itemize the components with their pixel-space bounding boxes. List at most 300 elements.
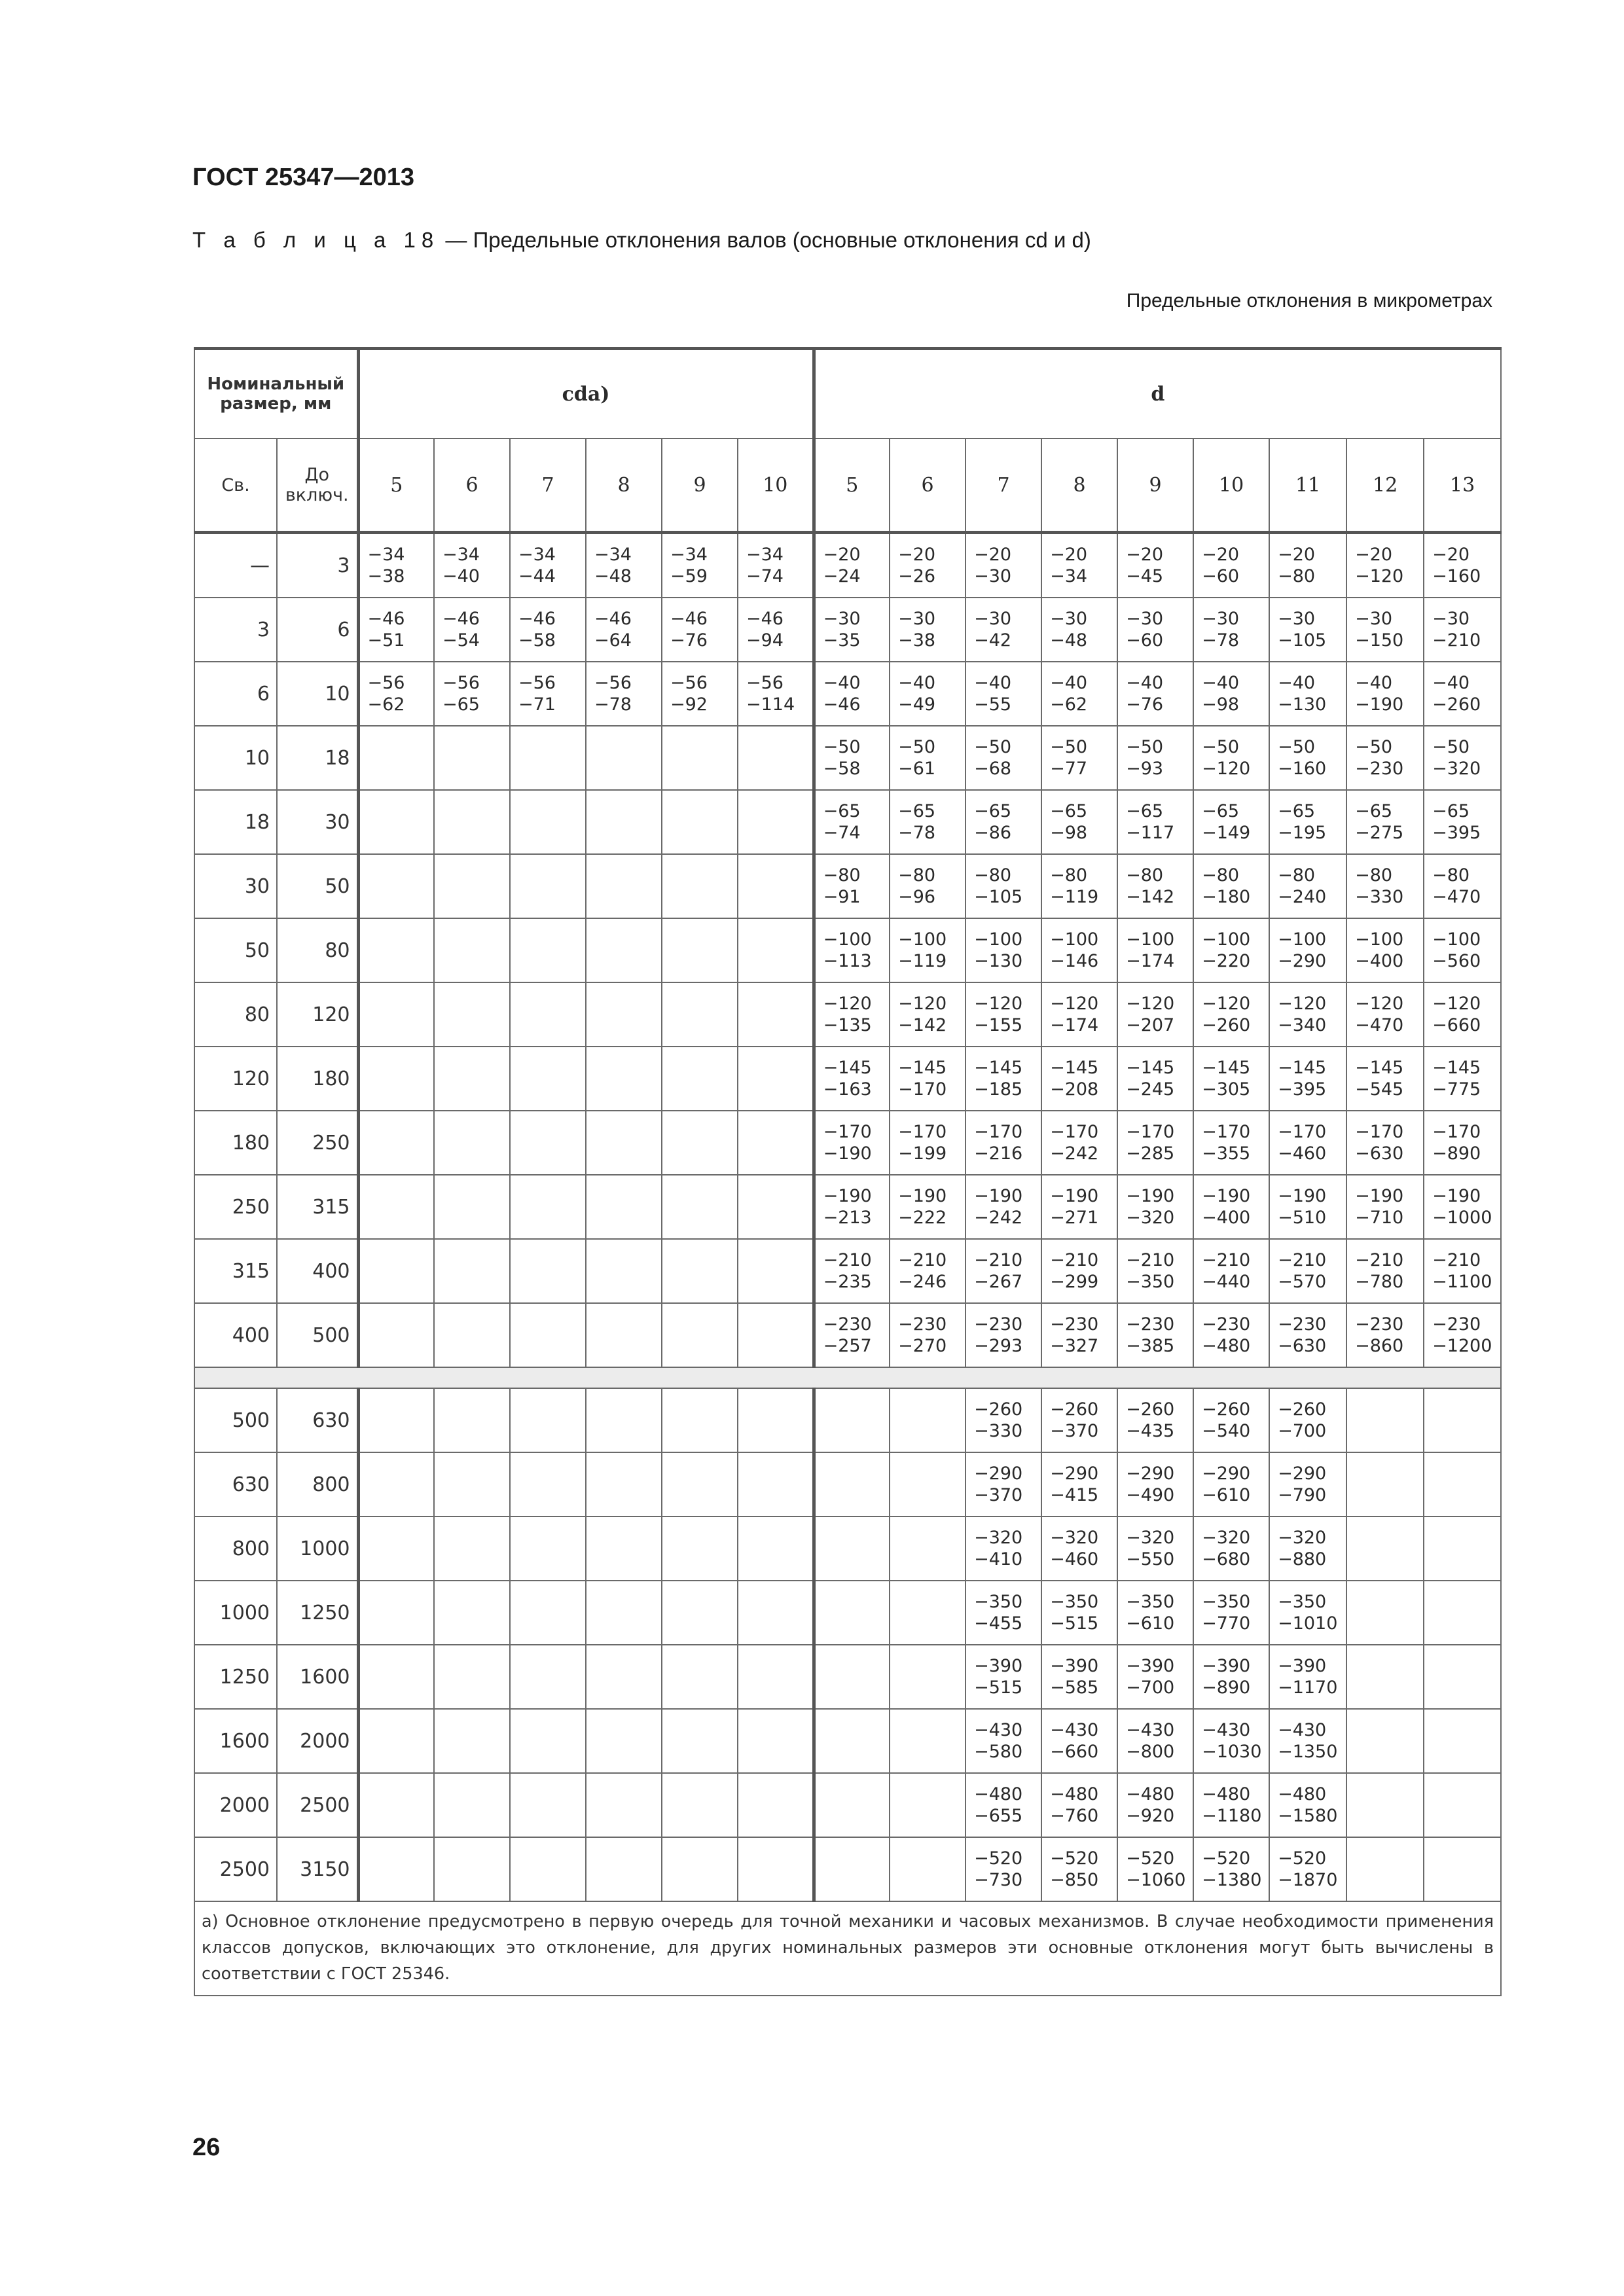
upper-deviation: −230 — [898, 1314, 947, 1335]
d-value-cell — [1041, 1175, 1117, 1239]
cd-value-cell — [738, 982, 814, 1047]
upper-deviation: −480 — [1126, 1784, 1175, 1804]
upper-deviation: −230 — [1355, 1314, 1404, 1335]
lower-deviation: −93 — [1126, 759, 1164, 779]
upper-deviation: −65 — [1355, 801, 1393, 821]
table-row — [194, 1645, 1501, 1709]
cd-value-cell — [434, 726, 510, 790]
cd-value-cell — [586, 790, 662, 854]
size-upto-cell: 180 — [277, 1047, 358, 1111]
upper-deviation: −30 — [1278, 609, 1316, 629]
lower-deviation: −230 — [1355, 759, 1404, 779]
lower-deviation: −850 — [1050, 1870, 1099, 1890]
cd-value-cell — [434, 790, 510, 854]
cd-value-cell — [358, 1452, 434, 1516]
lower-deviation: −630 — [1355, 1143, 1404, 1164]
upper-deviation: −50 — [1202, 737, 1240, 757]
size-upto-cell: 3 — [277, 533, 358, 598]
upper-deviation: −210 — [898, 1250, 947, 1270]
d-value-cell — [1041, 1581, 1117, 1645]
d-value-cell — [1193, 533, 1269, 598]
separator-cell — [194, 1367, 1501, 1388]
lower-deviation: −149 — [1202, 823, 1251, 843]
d-value-cell — [1346, 1175, 1424, 1239]
lower-deviation: −105 — [974, 887, 1023, 907]
cd-value-cell — [738, 1452, 814, 1516]
grade-header-d-12: 12 — [1346, 439, 1424, 533]
upper-deviation: −350 — [1202, 1592, 1251, 1612]
cd-value-cell — [662, 1516, 738, 1581]
table-row — [194, 1047, 1501, 1111]
d-value-cell — [1424, 1452, 1501, 1516]
d-value-cell — [1346, 662, 1424, 726]
upper-deviation: −120 — [1355, 994, 1404, 1014]
d-value-cell — [1424, 662, 1501, 726]
upper-deviation: −210 — [823, 1250, 872, 1270]
cd-value-cell — [662, 1047, 738, 1111]
lower-deviation: −58 — [518, 630, 556, 651]
lower-deviation: −880 — [1278, 1549, 1327, 1570]
d-value-cell — [1269, 1175, 1346, 1239]
cd-value-cell — [510, 1516, 586, 1581]
d-value-cell — [1346, 1709, 1424, 1773]
cd-value-cell — [510, 982, 586, 1047]
size-upto-cell: 315 — [277, 1175, 358, 1239]
cd-value-cell — [434, 1516, 510, 1581]
upper-deviation: −430 — [1050, 1720, 1099, 1740]
lower-deviation: −78 — [898, 823, 936, 843]
lower-deviation: −630 — [1278, 1336, 1327, 1356]
upper-deviation: −320 — [974, 1528, 1023, 1548]
upper-deviation: −30 — [1050, 609, 1088, 629]
size-over-cell: 2500 — [194, 1837, 277, 1901]
d-value-cell — [890, 1773, 965, 1837]
lower-deviation: −77 — [1050, 759, 1088, 779]
cd-value-cell — [510, 1773, 586, 1837]
lower-deviation: −545 — [1355, 1079, 1404, 1100]
upper-deviation: −100 — [1126, 929, 1175, 950]
d-value-cell — [1117, 1581, 1193, 1645]
cd-value-cell — [358, 533, 434, 598]
lower-deviation: −92 — [670, 694, 708, 715]
upper-deviation: −50 — [898, 737, 936, 757]
upper-deviation: −30 — [1432, 609, 1470, 629]
upper-deviation: −290 — [1050, 1463, 1099, 1484]
upper-deviation: −80 — [1202, 865, 1240, 886]
d-value-cell — [1346, 1388, 1424, 1452]
lower-deviation: −299 — [1050, 1272, 1099, 1292]
upper-deviation: −320 — [1050, 1528, 1099, 1548]
lower-deviation: −760 — [1050, 1806, 1099, 1826]
cd-value-cell — [358, 1111, 434, 1175]
upper-deviation: −210 — [1432, 1250, 1481, 1270]
upper-deviation: −190 — [1355, 1186, 1404, 1206]
lower-deviation: −395 — [1278, 1079, 1327, 1100]
lower-deviation: −216 — [974, 1143, 1023, 1164]
lower-deviation: −61 — [898, 759, 936, 779]
cd-value-cell — [434, 1581, 510, 1645]
d-value-cell — [1041, 854, 1117, 918]
upper-deviation: −34 — [367, 545, 405, 565]
lower-deviation: −700 — [1126, 1677, 1175, 1698]
lower-deviation: −59 — [670, 566, 708, 586]
lower-deviation: −455 — [974, 1613, 1023, 1634]
lower-deviation: −1180 — [1202, 1806, 1262, 1826]
lower-deviation: −515 — [1050, 1613, 1099, 1634]
upper-deviation: −34 — [670, 545, 708, 565]
lower-deviation: −51 — [367, 630, 405, 651]
cd-value-cell — [358, 982, 434, 1047]
d-value-cell — [1424, 982, 1501, 1047]
lower-deviation: −267 — [974, 1272, 1023, 1292]
lower-deviation: −355 — [1202, 1143, 1251, 1164]
d-value-cell — [1424, 1837, 1501, 1901]
d-value-cell — [1269, 662, 1346, 726]
lower-deviation: −60 — [1202, 566, 1240, 586]
lower-deviation: −305 — [1202, 1079, 1251, 1100]
cd-value-cell — [662, 726, 738, 790]
d-value-cell — [1041, 1837, 1117, 1901]
cd-value-cell — [586, 1239, 662, 1303]
document-header: ГОСТ 25347—2013 — [192, 164, 415, 191]
upper-deviation: −80 — [1432, 865, 1470, 886]
cd-value-cell — [662, 1773, 738, 1837]
cd-value-cell — [510, 918, 586, 982]
cd-value-cell — [510, 1837, 586, 1901]
d-value-cell — [1041, 726, 1117, 790]
d-value-cell — [1269, 918, 1346, 982]
cd-value-cell — [738, 662, 814, 726]
upper-deviation: −120 — [1278, 994, 1327, 1014]
d-value-cell — [1193, 1516, 1269, 1581]
upper-deviation: −480 — [1050, 1784, 1099, 1804]
page-number: 26 — [192, 2134, 221, 2161]
upper-deviation: −56 — [518, 673, 556, 693]
upper-deviation: −20 — [1278, 545, 1316, 565]
cd-value-cell — [662, 1303, 738, 1367]
grade-header-d-10: 10 — [1193, 439, 1269, 533]
cd-value-cell — [738, 1175, 814, 1239]
cd-value-cell — [738, 1303, 814, 1367]
upper-deviation: −170 — [1202, 1122, 1251, 1142]
size-over-cell: 1600 — [194, 1709, 277, 1773]
d-value-cell — [1117, 726, 1193, 790]
lower-deviation: −80 — [1278, 566, 1316, 586]
d-value-cell — [965, 1303, 1041, 1367]
units-note: Предельные отклонения в микрометрах — [1126, 290, 1492, 312]
d-value-cell — [1193, 1111, 1269, 1175]
lower-deviation: −91 — [823, 887, 861, 907]
lower-deviation: −38 — [898, 630, 936, 651]
cd-value-cell — [738, 1709, 814, 1773]
upper-deviation: −50 — [823, 737, 861, 757]
grade-header-cd-6: 6 — [434, 439, 510, 533]
cd-value-cell — [358, 1239, 434, 1303]
cd-value-cell — [510, 726, 586, 790]
table-row — [194, 1452, 1501, 1516]
upper-deviation: −190 — [823, 1186, 872, 1206]
lower-deviation: −35 — [823, 630, 861, 651]
d-value-cell — [1424, 1175, 1501, 1239]
upper-deviation: −230 — [1126, 1314, 1175, 1335]
upper-deviation: −50 — [1050, 737, 1088, 757]
d-value-cell — [965, 1581, 1041, 1645]
d-value-cell — [1346, 1239, 1424, 1303]
d-value-cell — [1193, 918, 1269, 982]
upper-deviation: −480 — [1202, 1784, 1251, 1804]
lower-deviation: −96 — [898, 887, 936, 907]
upper-deviation: −390 — [974, 1656, 1023, 1676]
upper-deviation: −390 — [1278, 1656, 1327, 1676]
lower-deviation: −655 — [974, 1806, 1023, 1826]
lower-deviation: −44 — [518, 566, 556, 586]
over-header: Св. — [194, 439, 277, 533]
upper-deviation: −430 — [974, 1720, 1023, 1740]
d-value-cell — [1117, 1837, 1193, 1901]
upper-deviation: −20 — [1126, 545, 1164, 565]
d-value-cell — [1117, 982, 1193, 1047]
grade-header-cd-5: 5 — [358, 439, 434, 533]
lower-deviation: −510 — [1278, 1208, 1327, 1228]
d-value-cell — [814, 533, 890, 598]
d-value-cell — [1269, 1773, 1346, 1837]
lower-deviation: −410 — [974, 1549, 1023, 1570]
upper-deviation: −390 — [1050, 1656, 1099, 1676]
cd-value-cell — [662, 1709, 738, 1773]
upper-deviation: −120 — [1432, 994, 1481, 1014]
d-value-cell — [1269, 790, 1346, 854]
d-value-cell — [1346, 1581, 1424, 1645]
upper-deviation: −120 — [1202, 994, 1251, 1014]
d-value-cell — [1117, 1516, 1193, 1581]
upper-deviation: −170 — [1050, 1122, 1099, 1142]
cd-value-cell — [662, 1837, 738, 1901]
size-over-cell: 3 — [194, 598, 277, 662]
upper-deviation: −20 — [974, 545, 1012, 565]
d-value-cell — [1117, 1111, 1193, 1175]
d-value-cell — [1117, 1388, 1193, 1452]
cd-value-cell — [738, 1773, 814, 1837]
upper-deviation: −50 — [1432, 737, 1470, 757]
lower-deviation: −213 — [823, 1208, 872, 1228]
d-value-cell — [965, 1388, 1041, 1452]
cd-value-cell — [434, 1175, 510, 1239]
lower-deviation: −45 — [1126, 566, 1164, 586]
cd-value-cell — [434, 598, 510, 662]
d-value-cell — [1193, 598, 1269, 662]
upper-deviation: −40 — [974, 673, 1012, 693]
size-upto-cell: 10 — [277, 662, 358, 726]
upper-deviation: −190 — [1278, 1186, 1327, 1206]
lower-deviation: −74 — [746, 566, 784, 586]
lower-deviation: −78 — [1202, 630, 1240, 651]
lower-deviation: −48 — [594, 566, 632, 586]
upper-deviation: −40 — [1050, 673, 1088, 693]
upper-deviation: −40 — [898, 673, 936, 693]
cd-value-cell — [738, 1645, 814, 1709]
d-value-cell — [1041, 982, 1117, 1047]
cd-value-cell — [510, 662, 586, 726]
d-value-cell — [1269, 1516, 1346, 1581]
d-value-cell — [1041, 1645, 1117, 1709]
lower-deviation: −74 — [823, 823, 861, 843]
group-header-cd: cdа) — [358, 349, 814, 439]
lower-deviation: −120 — [1202, 759, 1251, 779]
d-value-cell — [890, 1645, 965, 1709]
upper-deviation: −56 — [670, 673, 708, 693]
size-upto-cell: 1250 — [277, 1581, 358, 1645]
size-over-cell: 10 — [194, 726, 277, 790]
d-value-cell — [814, 982, 890, 1047]
d-value-cell — [890, 1303, 965, 1367]
d-value-cell — [814, 1303, 890, 1367]
upper-deviation: −65 — [1432, 801, 1470, 821]
lower-deviation: −174 — [1126, 951, 1175, 971]
grade-header-d-6: 6 — [890, 439, 965, 533]
lower-deviation: −1380 — [1202, 1870, 1262, 1890]
upper-deviation: −100 — [1050, 929, 1099, 950]
grade-header-d-7: 7 — [965, 439, 1041, 533]
size-upto-cell: 1000 — [277, 1516, 358, 1581]
d-value-cell — [1193, 1239, 1269, 1303]
size-over-cell: 250 — [194, 1175, 277, 1239]
lower-deviation: −435 — [1126, 1421, 1175, 1441]
d-value-cell — [965, 1239, 1041, 1303]
lower-deviation: −610 — [1126, 1613, 1175, 1634]
d-value-cell — [1346, 918, 1424, 982]
upper-deviation: −170 — [1432, 1122, 1481, 1142]
size-upto-cell: 120 — [277, 982, 358, 1047]
upper-deviation: −350 — [1126, 1592, 1175, 1612]
d-value-cell — [890, 918, 965, 982]
size-over-cell: 400 — [194, 1303, 277, 1367]
upper-deviation: −230 — [823, 1314, 872, 1335]
lower-deviation: −1030 — [1202, 1742, 1262, 1762]
upper-deviation: −520 — [974, 1848, 1023, 1869]
d-value-cell — [814, 790, 890, 854]
lower-deviation: −48 — [1050, 630, 1088, 651]
upper-deviation: −65 — [1278, 801, 1316, 821]
upper-deviation: −290 — [1278, 1463, 1327, 1484]
cd-value-cell — [358, 1303, 434, 1367]
lower-deviation: −49 — [898, 694, 936, 715]
lower-deviation: −119 — [1050, 887, 1099, 907]
d-value-cell — [1346, 1452, 1424, 1516]
lower-deviation: −24 — [823, 566, 861, 586]
d-value-cell — [814, 662, 890, 726]
cd-value-cell — [434, 1709, 510, 1773]
cd-value-cell — [434, 1837, 510, 1901]
d-value-cell — [965, 1111, 1041, 1175]
lower-deviation: −275 — [1355, 823, 1404, 843]
size-upto-cell: 6 — [277, 598, 358, 662]
d-value-cell — [814, 1452, 890, 1516]
d-value-cell — [1346, 1645, 1424, 1709]
cd-value-cell — [586, 854, 662, 918]
d-value-cell — [1346, 982, 1424, 1047]
upper-deviation: −520 — [1202, 1848, 1251, 1869]
size-over-cell: 18 — [194, 790, 277, 854]
size-upto-cell: 250 — [277, 1111, 358, 1175]
upper-deviation: −100 — [898, 929, 947, 950]
cd-value-cell — [358, 790, 434, 854]
d-value-cell — [814, 1175, 890, 1239]
cd-value-cell — [510, 1388, 586, 1452]
grade-header-cd-9: 9 — [662, 439, 738, 533]
d-value-cell — [1193, 726, 1269, 790]
cd-value-cell — [662, 854, 738, 918]
upper-deviation: −100 — [1432, 929, 1481, 950]
lower-deviation: −370 — [1050, 1421, 1099, 1441]
upper-deviation: −170 — [1278, 1122, 1327, 1142]
upper-deviation: −40 — [1278, 673, 1316, 693]
d-value-cell — [1269, 533, 1346, 598]
d-value-cell — [1424, 726, 1501, 790]
upper-deviation: −50 — [1126, 737, 1164, 757]
upper-deviation: −210 — [1202, 1250, 1251, 1270]
cd-value-cell — [586, 662, 662, 726]
upper-deviation: −20 — [1432, 545, 1470, 565]
cd-value-cell — [434, 533, 510, 598]
table-row — [194, 1709, 1501, 1773]
lower-deviation: −64 — [594, 630, 632, 651]
d-value-cell — [814, 1388, 890, 1452]
lower-deviation: −540 — [1202, 1421, 1251, 1441]
d-value-cell — [1269, 1047, 1346, 1111]
lower-deviation: −190 — [823, 1143, 872, 1164]
upper-deviation: −290 — [1202, 1463, 1251, 1484]
cd-value-cell — [434, 854, 510, 918]
d-value-cell — [1117, 1709, 1193, 1773]
lower-deviation: −860 — [1355, 1336, 1404, 1356]
lower-deviation: −120 — [1355, 566, 1404, 586]
lower-deviation: −1580 — [1278, 1806, 1338, 1826]
lower-deviation: −1200 — [1432, 1336, 1492, 1356]
lower-deviation: −235 — [823, 1272, 872, 1292]
d-value-cell — [1041, 1452, 1117, 1516]
upper-deviation: −190 — [1202, 1186, 1251, 1206]
d-value-cell — [1117, 1452, 1193, 1516]
lower-deviation: −76 — [1126, 694, 1164, 715]
d-value-cell — [814, 598, 890, 662]
d-value-cell — [965, 533, 1041, 598]
table-row — [194, 1175, 1501, 1239]
upper-deviation: −520 — [1050, 1848, 1099, 1869]
table-row — [194, 662, 1501, 726]
d-value-cell — [1269, 1111, 1346, 1175]
d-value-cell — [814, 1111, 890, 1175]
d-value-cell — [890, 1239, 965, 1303]
upper-deviation: −50 — [1355, 737, 1393, 757]
upper-deviation: −260 — [1050, 1399, 1099, 1420]
d-value-cell — [1193, 1709, 1269, 1773]
lower-deviation: −34 — [1050, 566, 1088, 586]
lower-deviation: −270 — [898, 1336, 947, 1356]
cd-value-cell — [434, 1111, 510, 1175]
cd-value-cell — [434, 1645, 510, 1709]
table-footnote: а) Основное отклонение предусмотрено в первую очередь для точной механики и часовых механизмов. В случае необходимости применения классов допусков, включающих это отклонение, для других номинальных размеров эти основные отклонения могут быть вычислены в соответствии с ГОСТ 25346. — [194, 1901, 1501, 1996]
d-value-cell — [890, 1388, 965, 1452]
lower-deviation: −710 — [1355, 1208, 1404, 1228]
d-value-cell — [1193, 1581, 1269, 1645]
d-value-cell — [1424, 854, 1501, 918]
cd-value-cell — [434, 918, 510, 982]
cd-value-cell — [358, 918, 434, 982]
size-over-cell: 1000 — [194, 1581, 277, 1645]
table-row — [194, 1581, 1501, 1645]
size-upto-cell: 500 — [277, 1303, 358, 1367]
upper-deviation: −34 — [746, 545, 784, 565]
